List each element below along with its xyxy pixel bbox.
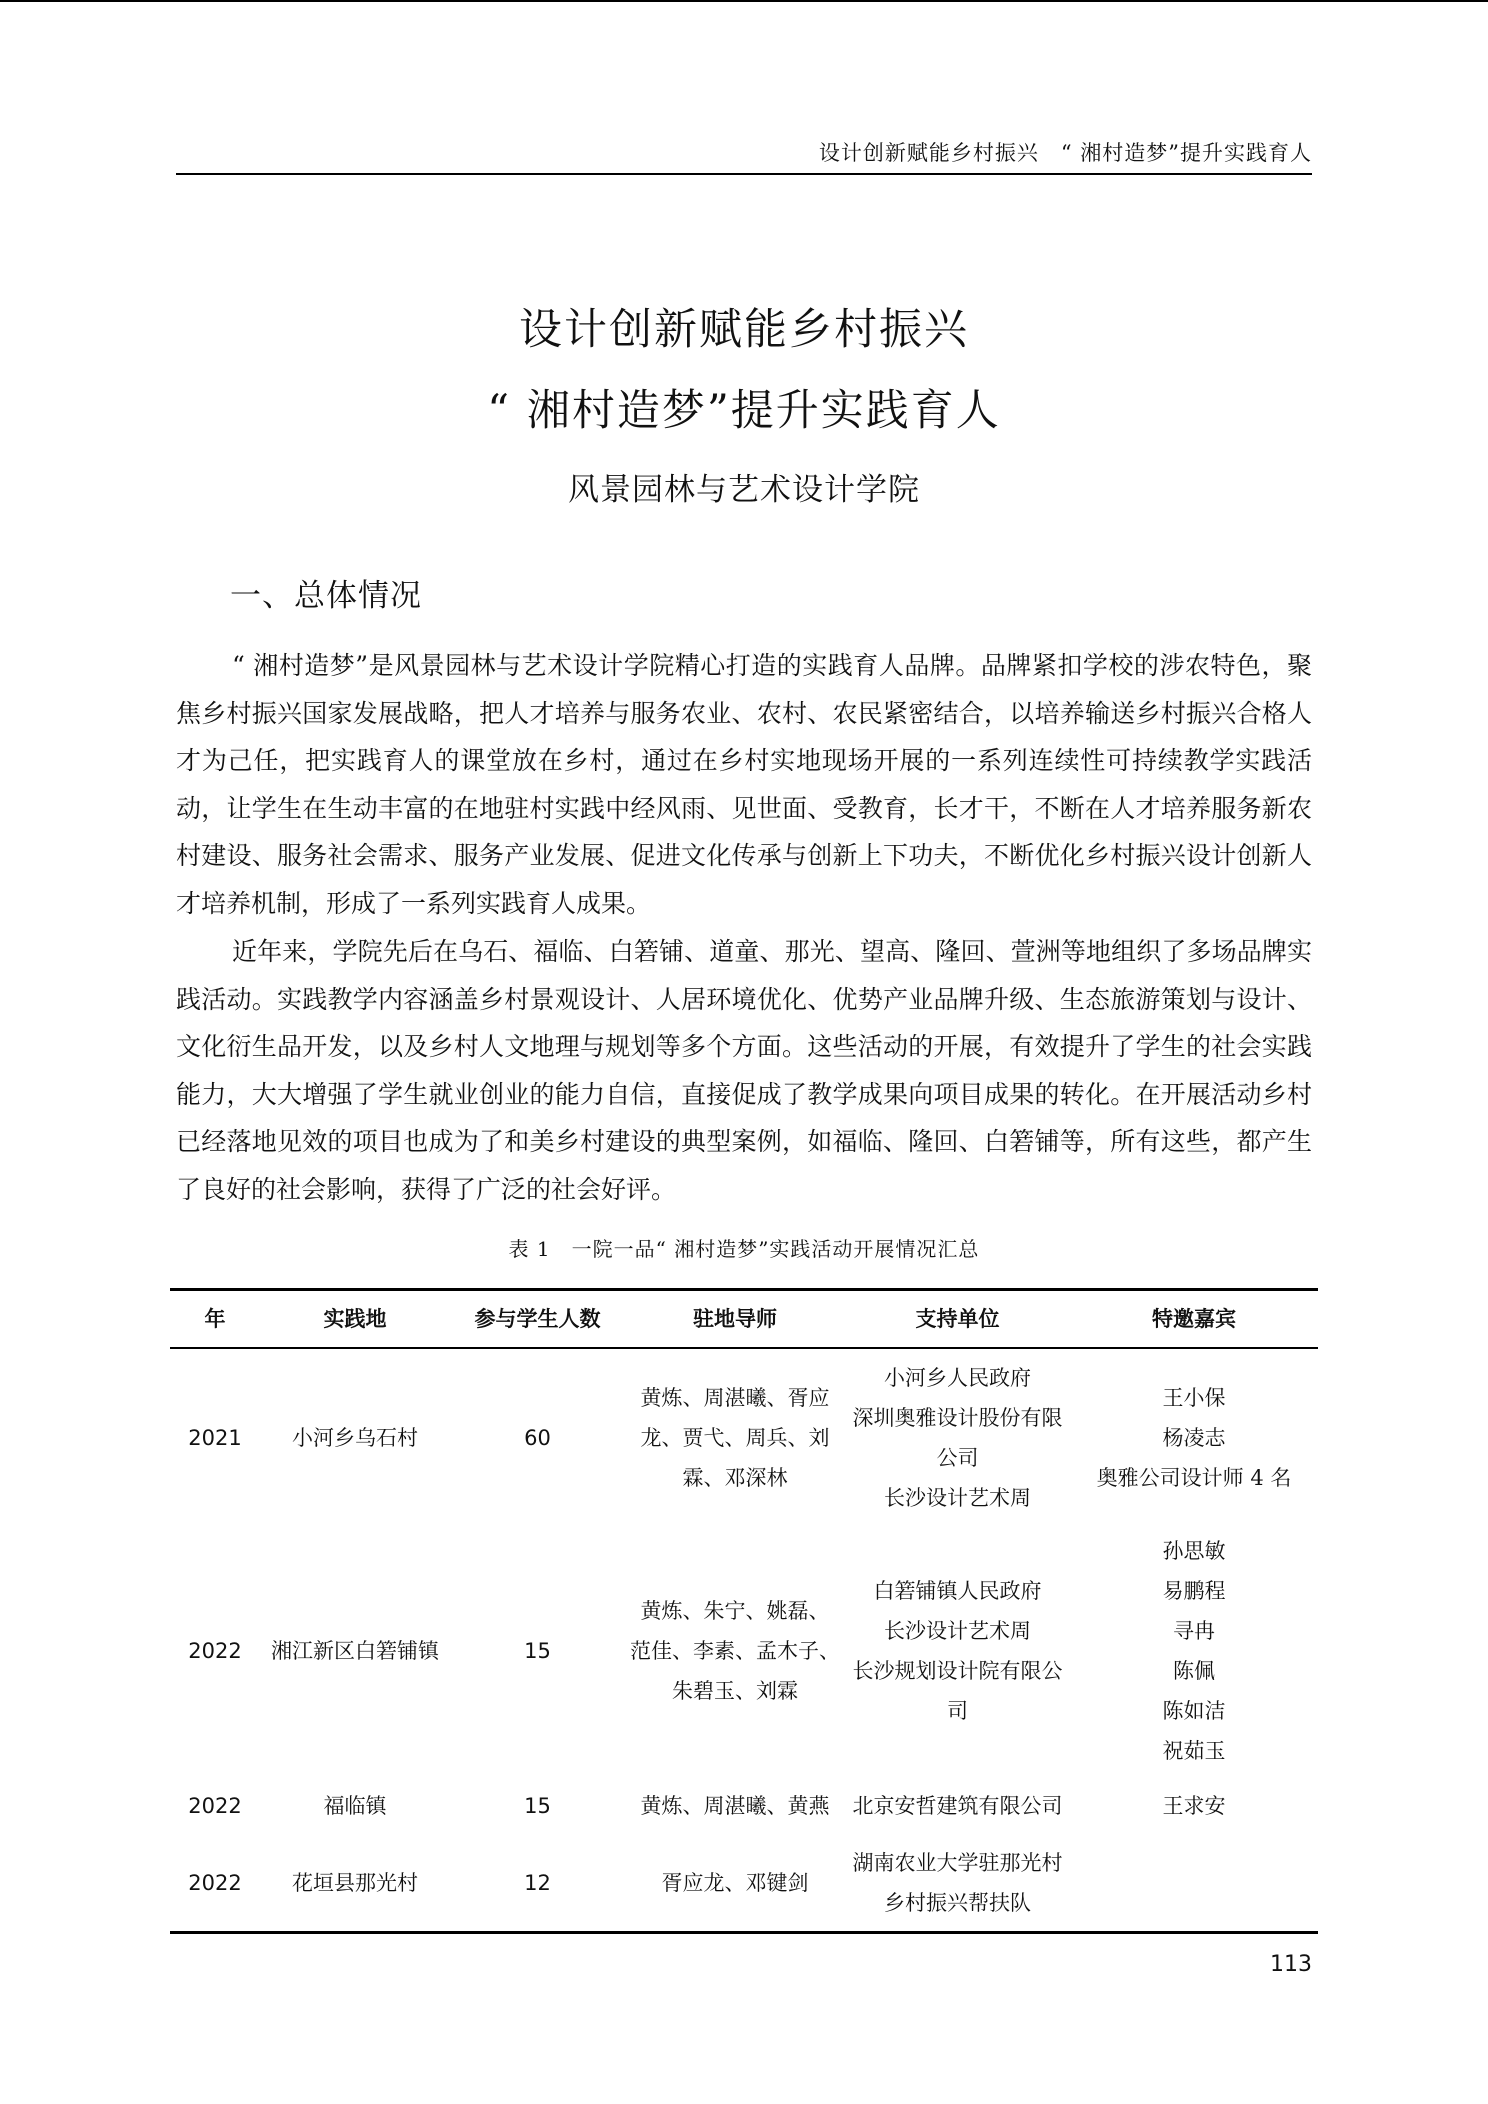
units-line: 长沙设计艺术周 — [884, 1619, 1031, 1643]
table-caption: 表 1 一院一品“ 湘村造梦”实践活动开展情况汇总 — [508, 1237, 980, 1261]
place-cell: 湘江新区白箬铺镇 — [271, 1639, 439, 1663]
units-cell — [845, 1526, 1070, 1776]
mentors-line: 胥应龙、邓键剑 — [661, 1871, 809, 1896]
table-row — [170, 1526, 1318, 1776]
year-cell: 2022 — [188, 1639, 242, 1663]
mentors-cell — [625, 1836, 845, 1932]
table-row — [170, 1348, 1318, 1526]
mentors-line: 范佳、李素、孟木子、 — [630, 1639, 840, 1663]
units-cell — [845, 1836, 1070, 1932]
guests-cell — [1070, 1526, 1318, 1776]
column-header-year: 年 — [170, 1290, 260, 1349]
year-cell: 2021 — [188, 1425, 242, 1450]
page-number: 113 — [1270, 1952, 1312, 1977]
top-border-rule — [0, 0, 1488, 2]
author-affiliation: 风景园林与艺术设计学院 — [568, 472, 920, 508]
students-cell: 60 — [524, 1425, 551, 1450]
units-line: 小河乡人民政府 — [884, 1365, 1031, 1390]
units-line: 白箬铺镇人民政府 — [873, 1579, 1042, 1603]
mentors-cell — [625, 1526, 845, 1776]
column-header-mentors: 驻地导师 — [625, 1290, 845, 1349]
table-header-row — [170, 1290, 1318, 1349]
mentors-line: 黄炼、周湛曦、胥应 — [640, 1385, 830, 1410]
mentors-line: 朱碧玉、刘霖 — [672, 1679, 798, 1703]
units-line: 公司 — [936, 1445, 979, 1470]
guests-line: 王求安 — [1162, 1794, 1226, 1818]
students-cell: 15 — [524, 1794, 551, 1818]
mentors-line: 龙、贾弋、周兵、刘 — [640, 1425, 830, 1450]
students-cell: 15 — [524, 1639, 551, 1663]
units-line: 司 — [947, 1699, 968, 1723]
mentors-line: 黄炼、周湛曦、黄燕 — [640, 1794, 830, 1818]
column-header-students: 参与学生人数 — [450, 1290, 625, 1349]
guests-line: 王小保 — [1162, 1385, 1226, 1410]
running-header: 设计创新赋能乡村振兴 “ 湘村造梦”提升实践育人 — [818, 141, 1312, 165]
mentors-cell — [625, 1776, 845, 1836]
units-line: 长沙设计艺术周 — [884, 1485, 1031, 1510]
units-line: 长沙规划设计院有限公 — [852, 1659, 1063, 1683]
units-line: 湖南农业大学驻那光村 — [852, 1851, 1063, 1876]
guests-line: 寻冉 — [1173, 1619, 1215, 1643]
units-line: 北京安哲建筑有限公司 — [852, 1794, 1063, 1818]
body-paragraph-1: “ 湘村造梦”是风景园林与艺术设计学院精心打造的实践育人品牌。品牌紧扣学校的涉农特色，聚焦乡村振兴国家发展战略，把人才培养与服务农业、农村、农民紧密结合，以培养输送乡村振兴合格人才为己任，把实践育人的课堂放在乡村，通过在乡村实地现场开展的一系列连续性可持续教学实践活动，让学生在生动丰富的在地驻村实践中经风雨、见世面、受教育，长才干，不断在人才培养服务新农村建设、服务社会需求、服务产业发展、促进文化传承与创新上下功夫，不断优化乡村振兴设计创新人才培养机制，形成了一系列实践育人成果。 — [176, 651, 1312, 918]
place-cell: 花垣县那光村 — [260, 1836, 450, 1932]
mentors-line: 黄炼、朱宁、姚磊、 — [640, 1599, 830, 1623]
guests-line: 杨凌志 — [1162, 1425, 1226, 1450]
units-line: 乡村振兴帮扶队 — [884, 1891, 1031, 1916]
guests-cell — [1070, 1348, 1318, 1526]
guests-line: 孙思敏 — [1162, 1539, 1226, 1563]
units-cell — [845, 1776, 1070, 1836]
place-cell: 福临镇 — [323, 1794, 387, 1818]
guests-line: 奥雅公司设计师 4 名 — [1096, 1465, 1292, 1490]
place-cell: 小河乡乌石村 — [292, 1425, 418, 1450]
year-cell: 2022 — [170, 1836, 260, 1932]
guests-line: 陈如洁 — [1162, 1699, 1226, 1723]
units-cell — [845, 1348, 1070, 1526]
mentors-line: 霖、邓深林 — [682, 1465, 788, 1490]
column-header-place: 实践地 — [260, 1290, 450, 1349]
article-title-line-2: “ 湘村造梦”提升实践育人 — [487, 386, 1001, 436]
section-heading: 一、总体情况 — [230, 578, 422, 614]
units-line: 深圳奥雅设计股份有限 — [852, 1405, 1063, 1430]
activities-summary-table — [170, 1288, 1318, 1934]
table-row — [170, 1776, 1318, 1836]
year-cell: 2022 — [188, 1794, 242, 1818]
column-header-units: 支持单位 — [845, 1290, 1070, 1349]
guests-line: 祝茹玉 — [1162, 1739, 1226, 1763]
guests-line: 易鹏程 — [1162, 1579, 1226, 1603]
guests-cell — [1070, 1776, 1318, 1836]
table-row — [170, 1836, 1318, 1932]
guests-cell — [1070, 1836, 1318, 1932]
article-title-line-1: 设计创新赋能乡村振兴 — [519, 305, 969, 355]
column-header-guests: 特邀嘉宾 — [1070, 1290, 1318, 1349]
header-rule — [176, 173, 1312, 175]
body-paragraph-2: 近年来，学院先后在乌石、福临、白箬铺、道童、那光、望高、隆回、萱洲等地组织了多场品牌实践活动。实践教学内容涵盖乡村景观设计、人居环境优化、优势产业品牌升级、生态旅游策划与设计、文化衍生品开发，以及乡村人文地理与规划等多个方面。这些活动的开展，有效提升了学生的社会实践能力，大大增强了学生就业创业的能力自信，直接促成了教学成果向项目成果的转化。在开展活动乡村已经落地见效的项目也成为了和美乡村建设的典型案例，如福临、隆回、白箬铺等，所有这些，都产生了良好的社会影响，获得了广泛的社会好评。 — [176, 937, 1312, 1204]
guests-line: 陈佩 — [1173, 1659, 1215, 1683]
students-cell: 12 — [450, 1836, 625, 1932]
mentors-cell — [625, 1348, 845, 1526]
